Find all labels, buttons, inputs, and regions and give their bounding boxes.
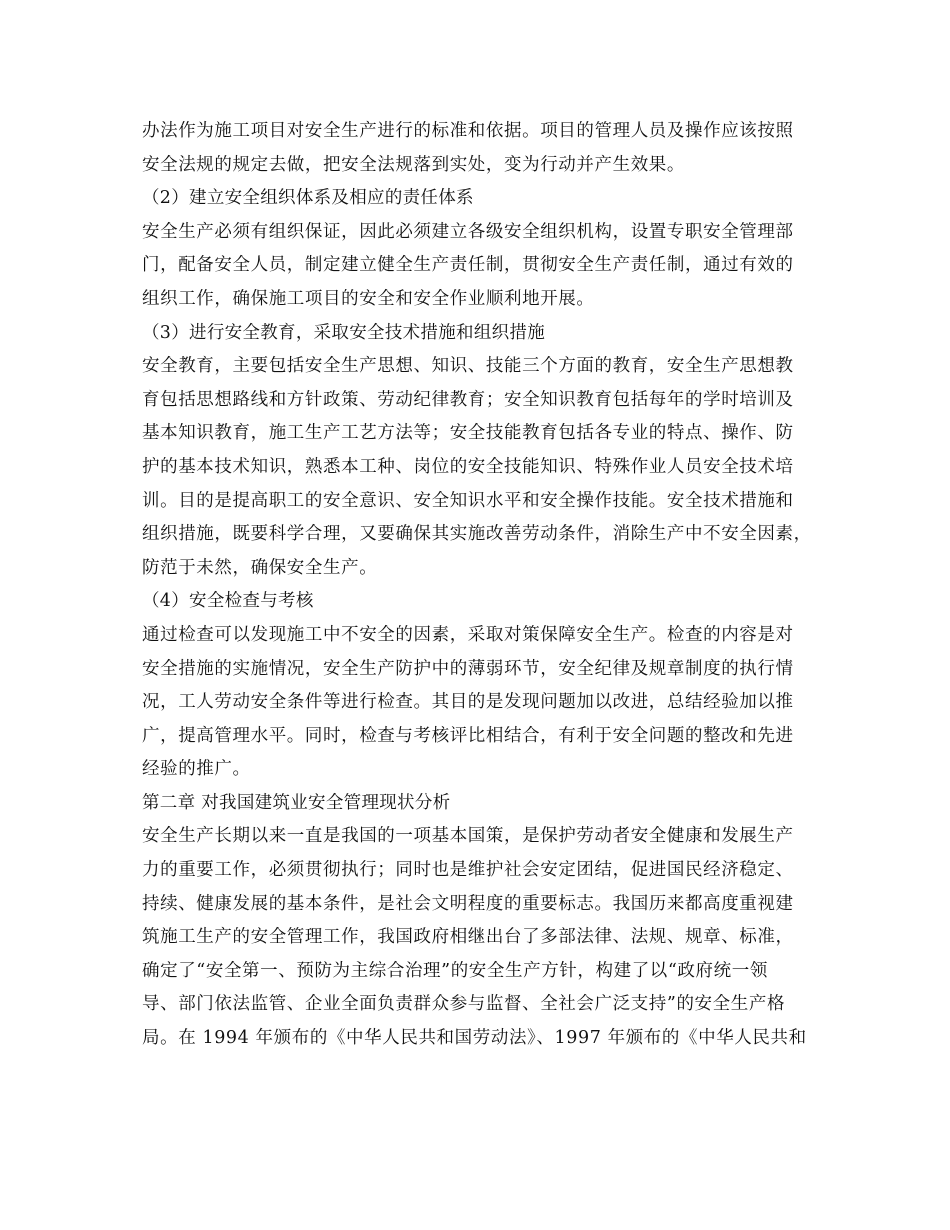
paragraph-line: 防范于未然，确保安全生产。 (142, 557, 378, 578)
paragraph-line: 安全教育，主要包括安全生产思想、知识、技能三个方面的教育，安全生产思想教 (142, 356, 794, 377)
paragraph-line: 经验的推广。 (142, 759, 251, 780)
paragraph-line: 安全法规的规定去做，把安全法规落到实处，变为行动并产生效果。 (142, 154, 685, 175)
paragraph-line: 安全生产必须有组织保证，因此必须建立各级安全组织机构，设置专职安全管理部 (142, 221, 794, 242)
paragraph-line: 通过检查可以发现施工中不安全的因素，采取对策保障安全生产。检查的内容是对 (142, 624, 794, 645)
paragraph-line: 护的基本技术知识，熟悉本工种、岗位的安全技能知识、特殊作业人员安全技术培 (142, 456, 794, 477)
paragraph-line: 力的重要工作，必须贯彻执行；同时也是维护社会安定团结，促进国民经济稳定、 (142, 860, 794, 881)
document-body (142, 115, 832, 1056)
section-heading: （2）建立安全组织体系及相应的责任体系 (142, 188, 474, 209)
paragraph-line: 育包括思想路线和方针政策、劳动纪律教育；安全知识教育包括每年的学时培训及 (142, 389, 794, 410)
paragraph-line: 组织措施，既要科学合理，又要确保其实施改善劳动条件，消除生产中不安全因素， (142, 524, 812, 545)
paragraph-line: 局。在 1994 年颁布的《中华人民共和国劳动法》、1997 年颁布的《中华人民共和 (142, 1028, 807, 1049)
paragraph-line: 办法作为施工项目对安全生产进行的标准和依据。项目的管理人员及操作应该按照 (142, 121, 794, 141)
paragraph-line: 广，提高管理水平。同时，检查与考核评比相结合，有利于安全问题的整改和先进 (142, 725, 794, 746)
paragraph-line: 持续、健康发展的基本条件，是社会文明程度的重要标志。我国历来都高度重视建 (142, 893, 794, 914)
paragraph-line: 门，配备安全人员，制定建立健全生产责任制，贯彻安全生产责任制，通过有效的 (142, 255, 794, 276)
section-heading: （3）进行安全教育，采取安全技术措施和组织措施 (142, 322, 546, 343)
paragraph-line: 基本知识教育，施工生产工艺方法等；安全技能教育包括各专业的特点、操作、防 (142, 423, 794, 444)
paragraph-line: 确定了“安全第一、预防为主综合治理”的安全生产方针，构建了以“政府统一领 (142, 960, 768, 981)
section-heading: 第二章 对我国建筑业安全管理现状分析 (142, 792, 451, 813)
paragraph-line: 训。目的是提高职工的安全意识、安全知识水平和安全操作技能。安全技术措施和 (142, 490, 794, 511)
paragraph-line: 况，工人劳动安全条件等进行检查。其目的是发现问题加以改进，总结经验加以推 (142, 692, 794, 713)
paragraph-line: 导、部门依法监管、企业全面负责群众参与监督、全社会广泛支持”的安全生产格 (142, 994, 786, 1015)
paragraph-line: 安全措施的实施情况，安全生产防护中的薄弱环节，安全纪律及规章制度的执行情 (142, 658, 794, 679)
section-heading: （4）安全检查与考核 (142, 591, 314, 612)
paragraph-line: 筑施工生产的安全管理工作，我国政府相继出台了多部法律、法规、规章、标准， (142, 927, 794, 948)
paragraph-line: 安全生产长期以来一直是我国的一项基本国策，是保护劳动者安全健康和发展生产 (142, 826, 794, 847)
paragraph-line: 组织工作，确保施工项目的安全和安全作业顺利地开展。 (142, 288, 595, 309)
